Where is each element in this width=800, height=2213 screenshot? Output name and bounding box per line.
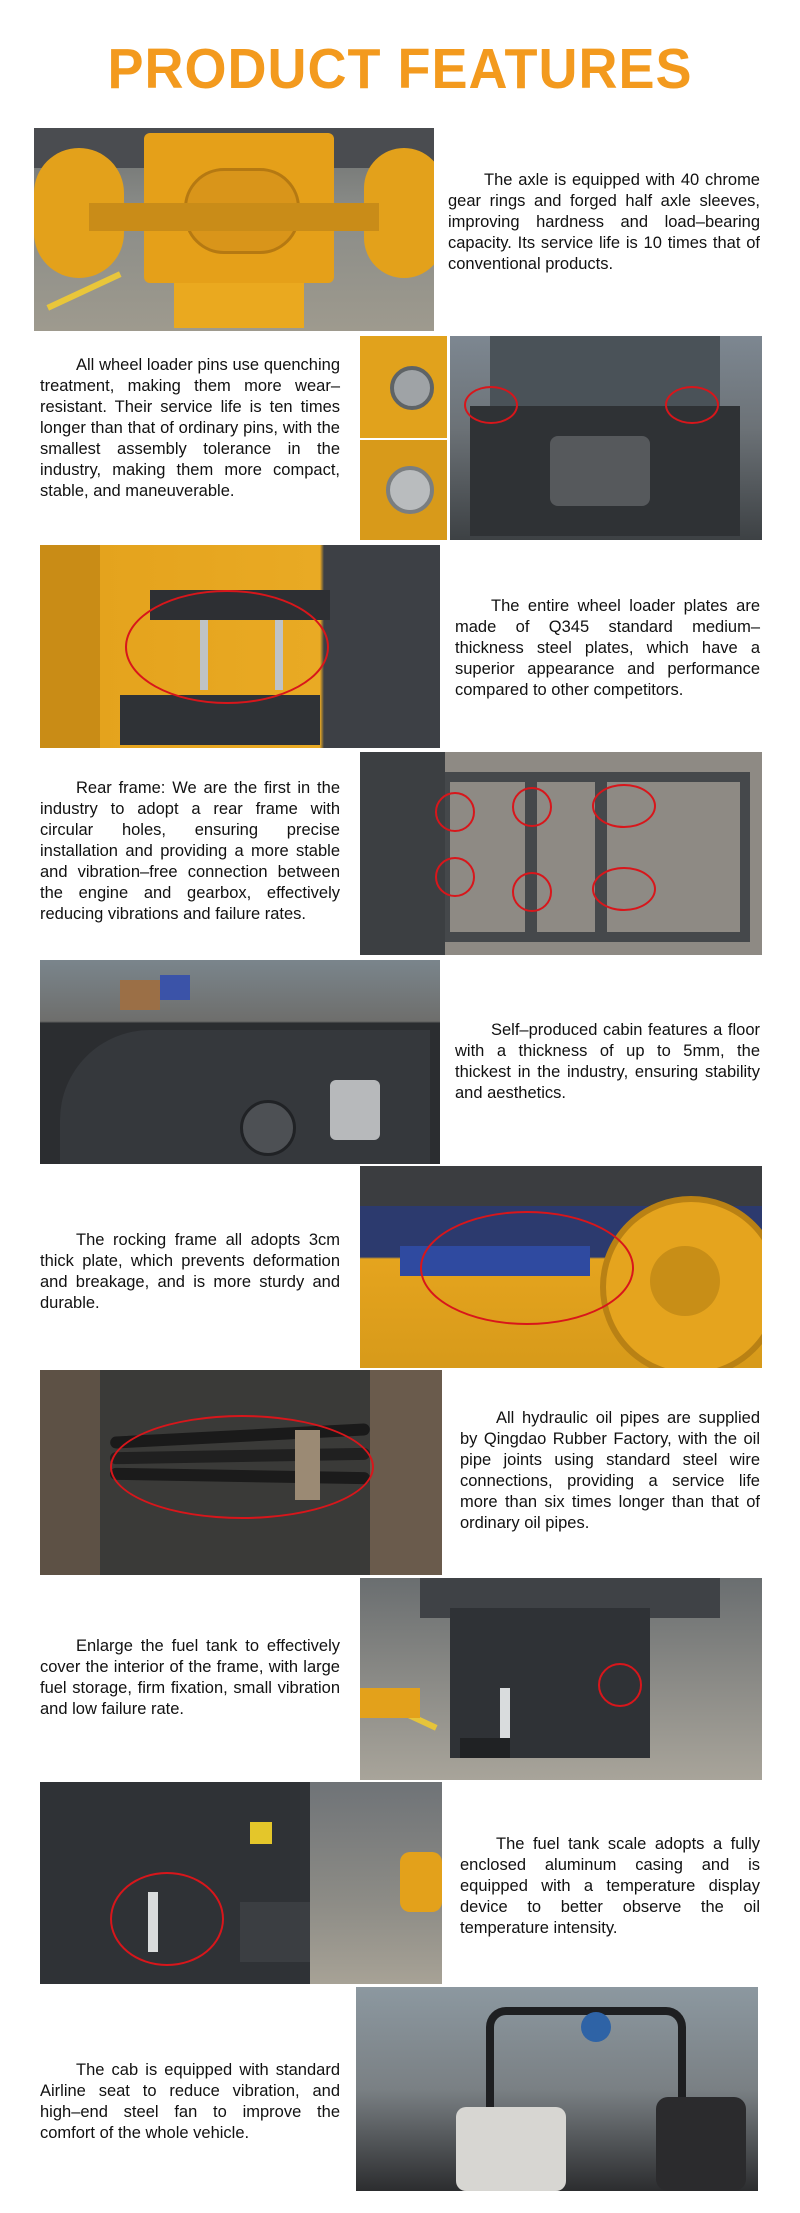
pins-photo-2 [360, 440, 447, 540]
feature-10-text: The cab is equipped with standard Airline seat to reduce vibration, and high–end steel fan to improve the comfort of the whole vehicle. [40, 2061, 340, 2142]
feature-7-text: All hydraulic oil pipes are supplied by Qingdao Rubber Factory, with the oil pipe joints using standard steel wire connections, providing a service life more than six times longer than that of ordinary oil pipes. [460, 1409, 760, 1532]
axle-photo [34, 128, 434, 331]
cabin-floor-photo [40, 960, 440, 1164]
fuel-tank-photo [360, 1578, 762, 1780]
feature-8-text: Enlarge the fuel tank to effectively cover the interior of the frame, with large fuel storage, firm fixation, small vibration and low failure rate. [40, 1637, 340, 1718]
rear-frame-photo [360, 752, 762, 955]
feature-5-text: Self–produced cabin features a floor with a thickness of up to 5mm, the thickest in the industry, ensuring stability and aesthetics. [455, 1021, 760, 1102]
feature-1-text: The axle is equipped with 40 chrome gear rings and forged half axle sleeves, improving hardness and load–bearing capacity. Its service life is 10 times that of conventional products. [448, 171, 760, 273]
page-title: PRODUCT FEATURES [107, 37, 693, 101]
feature-3-text: The entire wheel loader plates are made of Q345 standard medium–thickness steel plates, which have a superior appearance and performance compared to other competitors. [455, 597, 760, 699]
feature-2-text: All wheel loader pins use quenching treatment, making them more wear–resistant. Their service life is ten times longer than that of ordinary pins, with the smallest assembly tolerance in the industry, making them more compact, stable, and maneuverable. [40, 356, 340, 500]
cab-pins-photo [450, 336, 762, 540]
feature-4-text: Rear frame: We are the first in the industry to adopt a rear frame with circular holes, ensuring precise installation and providing a more stable and vibration–free connection between the engine and gearbox, effectively reducing vibrations and failure rates. [40, 779, 340, 923]
oil-pipes-photo [40, 1370, 442, 1575]
pins-photo [360, 336, 447, 438]
cab-seat-photo [356, 1987, 758, 2191]
fuel-scale-photo [40, 1782, 442, 1984]
rocking-frame-photo [360, 1166, 762, 1368]
feature-9-text: The fuel tank scale adopts a fully enclosed aluminum casing and is equipped with a temperature display device to better observe the oil temperature intensity. [460, 1835, 760, 1937]
feature-6-text: The rocking frame all adopts 3cm thick plate, which prevents deformation and breakage, and is more sturdy and durable. [40, 1231, 340, 1312]
plates-photo [40, 545, 440, 748]
